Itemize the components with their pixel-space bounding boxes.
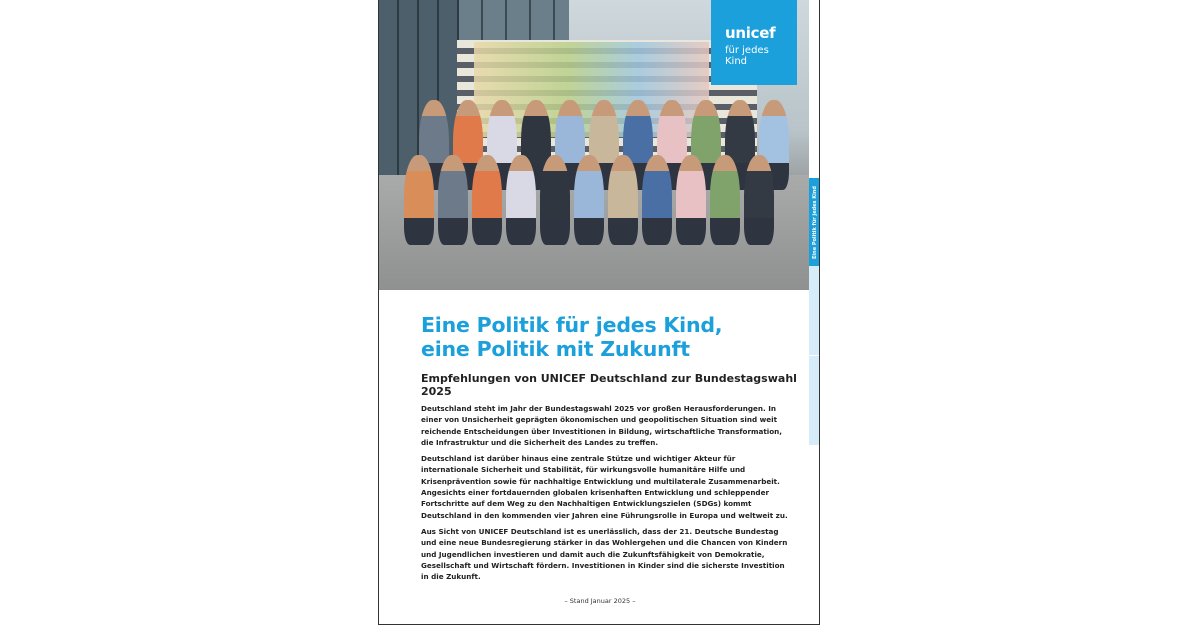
child-figure — [472, 155, 502, 245]
paragraph: Deutschland ist darüber hinaus eine zentrale Stütze und wichtiger Akteur für internationale Sicherheit und Stabilität, für wirkungsvolle humanitäre Hilfe und Krisenprävention sowie für nachhaltige Entwicklung und multilaterale Zusammenarbeit. Angesichts einer fortdauernden globalen krisenhaften Entwicklung und schleppender Fortschritte auf dem Weg zu den Nachhaltigen Entwicklungszielen (SDGs) kommt Deutschland in den kommenden vier Jahren eine Führungsrolle in Europa und weltweit zu. — [421, 454, 788, 520]
child-figure — [438, 155, 468, 245]
child-figure — [574, 155, 604, 245]
side-tab-2 — [809, 266, 820, 355]
side-tab-label: Eine Politik für jedes Kind — [812, 185, 818, 259]
logo-tagline: für jedes Kind — [725, 45, 769, 67]
document-subtitle: Empfehlungen von UNICEF Deutschland zur Bundestagswahl 2025 — [421, 372, 797, 398]
document-title — [421, 313, 722, 361]
child-figure — [404, 155, 434, 245]
child-figure — [710, 155, 740, 245]
child-figure — [676, 155, 706, 245]
child-figure — [506, 155, 536, 245]
unicef-logo — [711, 0, 797, 85]
children-group — [404, 95, 804, 255]
side-tab-1 — [809, 178, 820, 266]
title-line-1: Eine Politik für jedes Kind, — [421, 313, 723, 337]
date-footer: – Stand Januar 2025 – — [564, 597, 636, 605]
title-line-2: eine Politik mit Zukunft — [421, 337, 690, 361]
document-page — [378, 0, 820, 625]
body-text — [421, 403, 791, 587]
child-figure — [540, 155, 570, 245]
side-tab-3 — [809, 356, 820, 445]
child-figure — [642, 155, 672, 245]
child-figure — [608, 155, 638, 245]
logo-brand: unicef — [725, 24, 776, 42]
paragraph: Deutschland steht im Jahr der Bundestagswahl 2025 vor großen Herausforderungen. In einer von Unsicherheit geprägten ökonomischen und geopolitischen Situation sind weit reichende Entscheidungen über Investitionen in Bildung, wirtschaftliche Transformation, die Infrastruktur und die Sicherheit des Landes zu treffen. — [421, 404, 783, 447]
paragraph: Aus Sicht von UNICEF Deutschland ist es unerlässlich, dass der 21. Deutsche Bundestag und eine neue Bundesregierung stärker in das Wohlergehen und die Chancen von Kindern und Jugendlichen investieren und damit auch die Zukunftsfähigkeit von Demokratie, Gesellschaft und Wirtschaft fördern. Investitionen in Kinder sind die sicherste Investition in die Zukunft. — [421, 526, 788, 582]
child-figure — [744, 155, 774, 245]
